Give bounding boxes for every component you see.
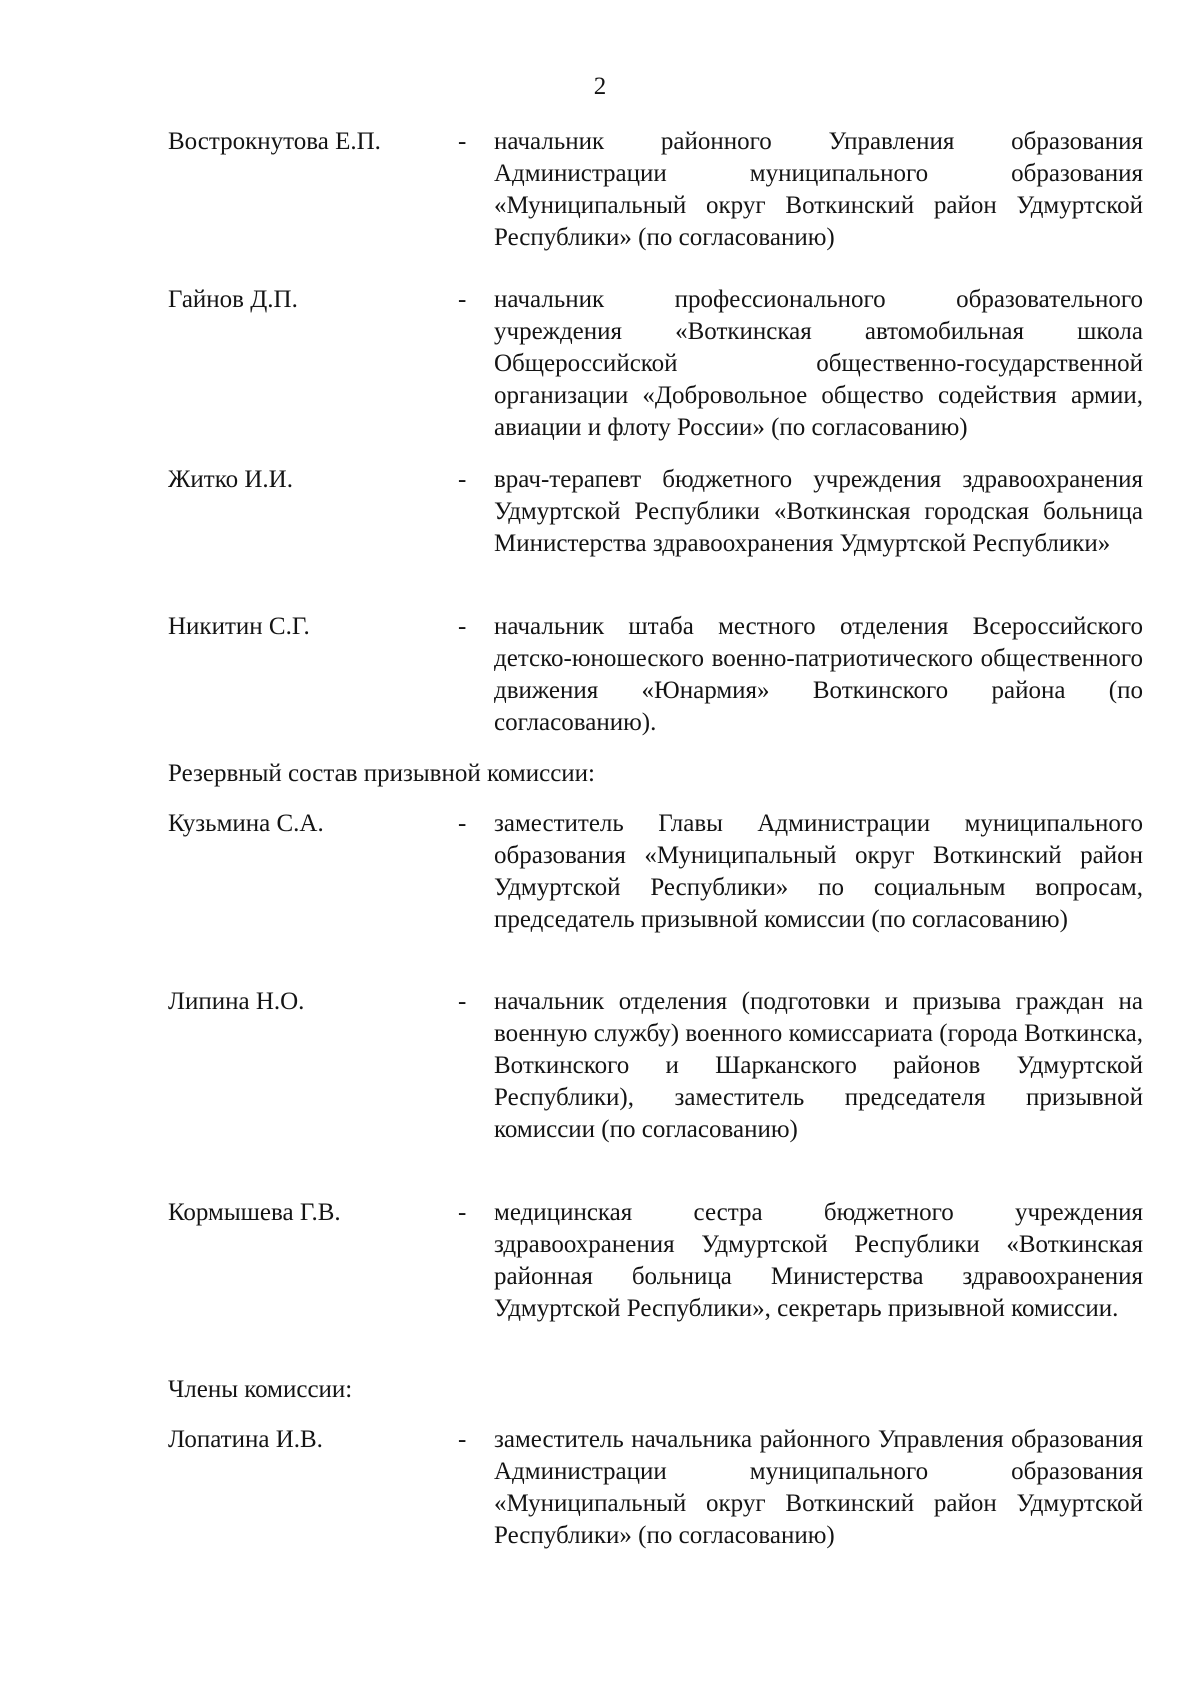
- separator-dash: -: [458, 988, 467, 1015]
- member-name: Кузьмина С.А.: [168, 810, 324, 837]
- member-position: врач-терапевт бюджетного учреждения здравоохранения Удмуртской Республики «Воткинская городская больница Министерства здравоохранения Удмуртской Республики»: [494, 466, 1143, 557]
- separator-dash: -: [458, 613, 467, 640]
- member-position: заместитель начальника районного Управления образования Администрации муниципального образования «Муниципальный округ Воткинский район Удмуртской Республики» (по согласованию): [494, 1426, 1143, 1549]
- member-position: медицинская сестра бюджетного учреждения здравоохранения Удмуртской Республики «Воткинская районная больница Министерства здравоохранения Удмуртской Республики», секретарь призывной комиссии.: [494, 1199, 1143, 1322]
- separator-dash: -: [458, 466, 467, 493]
- separator-dash: -: [458, 286, 467, 313]
- member-name: Лопатина И.В.: [168, 1426, 323, 1453]
- separator-dash: -: [458, 1426, 467, 1453]
- member-name: Кормышева Г.В.: [168, 1199, 341, 1226]
- member-name: Житко И.И.: [168, 466, 293, 493]
- separator-dash: -: [458, 810, 467, 837]
- member-name: Гайнов Д.П.: [168, 286, 298, 313]
- separator-dash: -: [458, 1199, 467, 1226]
- separator-dash: -: [458, 128, 467, 155]
- member-position: начальник районного Управления образования Администрации муниципального образования «Муниципальный округ Воткинский район Удмуртской Республики» (по согласованию): [494, 128, 1143, 251]
- member-position: начальник отделения (подготовки и призыва граждан на военную службу) военного комиссариата (города Воткинска, Воткинского и Шарканского районов Удмуртской Республики), заместитель председателя призывной комиссии (по согласованию): [494, 988, 1143, 1143]
- page-number: 2: [593, 73, 607, 100]
- member-position: начальник штаба местного отделения Всероссийского детско-юношеского военно-патриотического общественного движения «Юнармия» Воткинского района (по согласованию).: [494, 613, 1143, 736]
- members-heading: Члены комиссии:: [168, 1376, 353, 1403]
- member-name: Никитин С.Г.: [168, 613, 310, 640]
- member-name: Липина Н.О.: [168, 988, 305, 1015]
- member-position: начальник профессионального образовательного учреждения «Воткинская автомобильная школа Общероссийской общественно-государственной организации «Добровольное общество содействия армии, авиации и флоту России» (по согласованию): [494, 286, 1143, 441]
- member-name: Вострокнутова Е.П.: [168, 128, 381, 155]
- member-position: заместитель Главы Администрации муниципального образования «Муниципальный округ Воткинский район Удмуртской Республики» по социальным вопросам, председатель призывной комиссии (по согласованию): [494, 810, 1143, 933]
- reserve-heading: Резервный состав призывной комиссии:: [168, 760, 595, 787]
